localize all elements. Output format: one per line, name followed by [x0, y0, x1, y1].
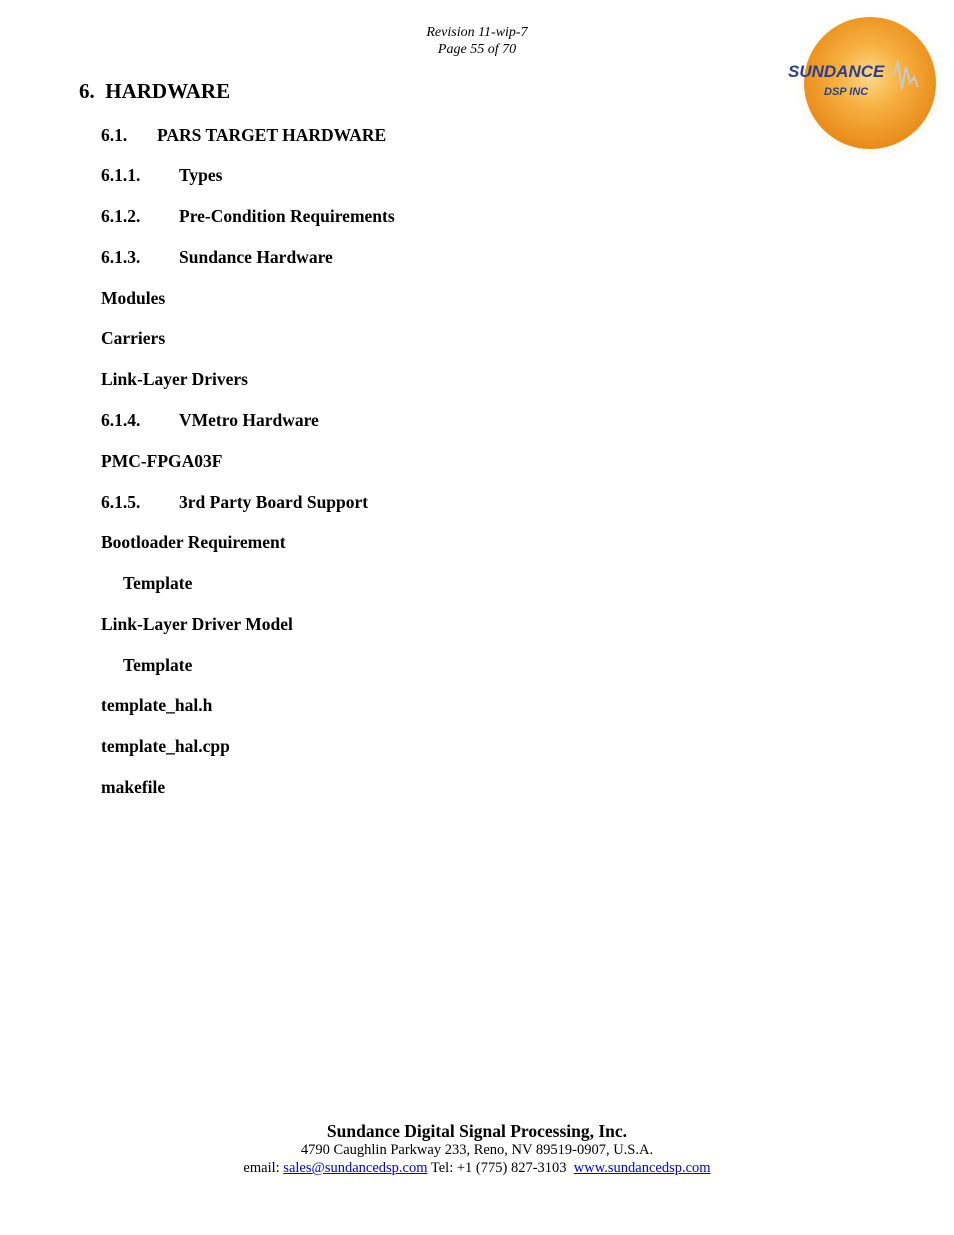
heading-text: Types: [179, 165, 223, 185]
heading-text: template_hal.h: [101, 695, 213, 715]
heading-text: Link-Layer Drivers: [101, 369, 248, 389]
heading-number: 6.1.1.: [101, 165, 141, 185]
page-number: Page 55 of 70: [437, 42, 517, 57]
heading-item: [123, 655, 192, 676]
heading-item: [101, 532, 286, 553]
heading-number: 6.1.2.: [101, 206, 141, 226]
heading-number: 6.1.3.: [101, 247, 141, 267]
heading-item: [101, 125, 386, 146]
heading-number: 6.1.: [101, 125, 128, 145]
heading-number: 6.1.5.: [101, 492, 141, 512]
section-number: 6.: [79, 79, 95, 103]
heading-item: [101, 614, 293, 635]
email-label: email:: [243, 1160, 280, 1176]
section-title: HARDWARE: [105, 79, 231, 103]
website-link[interactable]: www.sundancedsp.com: [573, 1160, 711, 1176]
heading-item: [101, 165, 222, 186]
heading-item: [101, 328, 165, 349]
heading-text: Modules: [101, 288, 166, 308]
heading-item: [123, 573, 192, 594]
heading-item: [101, 288, 165, 309]
footer-address: 4790 Caughlin Parkway 233, Reno, NV 89519-0907, U.S.A.: [300, 1142, 654, 1158]
footer-company: Sundance Digital Signal Processing, Inc.: [326, 1121, 628, 1141]
email-link[interactable]: sales@sundancedsp.com: [283, 1160, 428, 1176]
heading-text: Link-Layer Driver Model: [101, 614, 293, 634]
heading-text: Pre-Condition Requirements: [179, 206, 395, 226]
heading-text: PMC-FPGA03F: [101, 451, 223, 471]
revision-label: Revision 11-wip-7: [426, 25, 528, 40]
footer-contact: [0, 1160, 954, 1177]
heading-text: Carriers: [101, 328, 166, 348]
telephone: Tel: +1 (775) 827-3103: [430, 1160, 567, 1176]
heading-text: Bootloader Requirement: [101, 532, 286, 552]
heading-number: 6.1.4.: [101, 410, 141, 430]
heading-item: [101, 451, 223, 472]
heading-text: template_hal.cpp: [101, 736, 230, 756]
heading-item: [101, 777, 165, 798]
heading-text: Template: [123, 573, 193, 593]
heading-text: Template: [123, 655, 193, 675]
sundance-logo: [784, 15, 944, 175]
heading-item: [101, 695, 212, 716]
heading-item: [101, 492, 368, 513]
heading-text: VMetro Hardware: [179, 410, 319, 430]
heading-text: makefile: [101, 777, 166, 797]
heading-text: PARS TARGET HARDWARE: [157, 125, 387, 145]
heading-text: Sundance Hardware: [179, 247, 333, 267]
heading-item: [101, 410, 319, 431]
heading-item: [101, 206, 395, 227]
section-heading: [79, 79, 230, 104]
heading-item: [101, 369, 248, 390]
logo-wordmark: SUNDANCE: [788, 62, 885, 81]
heading-text: 3rd Party Board Support: [179, 492, 369, 512]
heading-item: [101, 247, 333, 268]
heading-item: [101, 736, 230, 757]
logo-subtitle: DSP INC: [824, 86, 869, 98]
